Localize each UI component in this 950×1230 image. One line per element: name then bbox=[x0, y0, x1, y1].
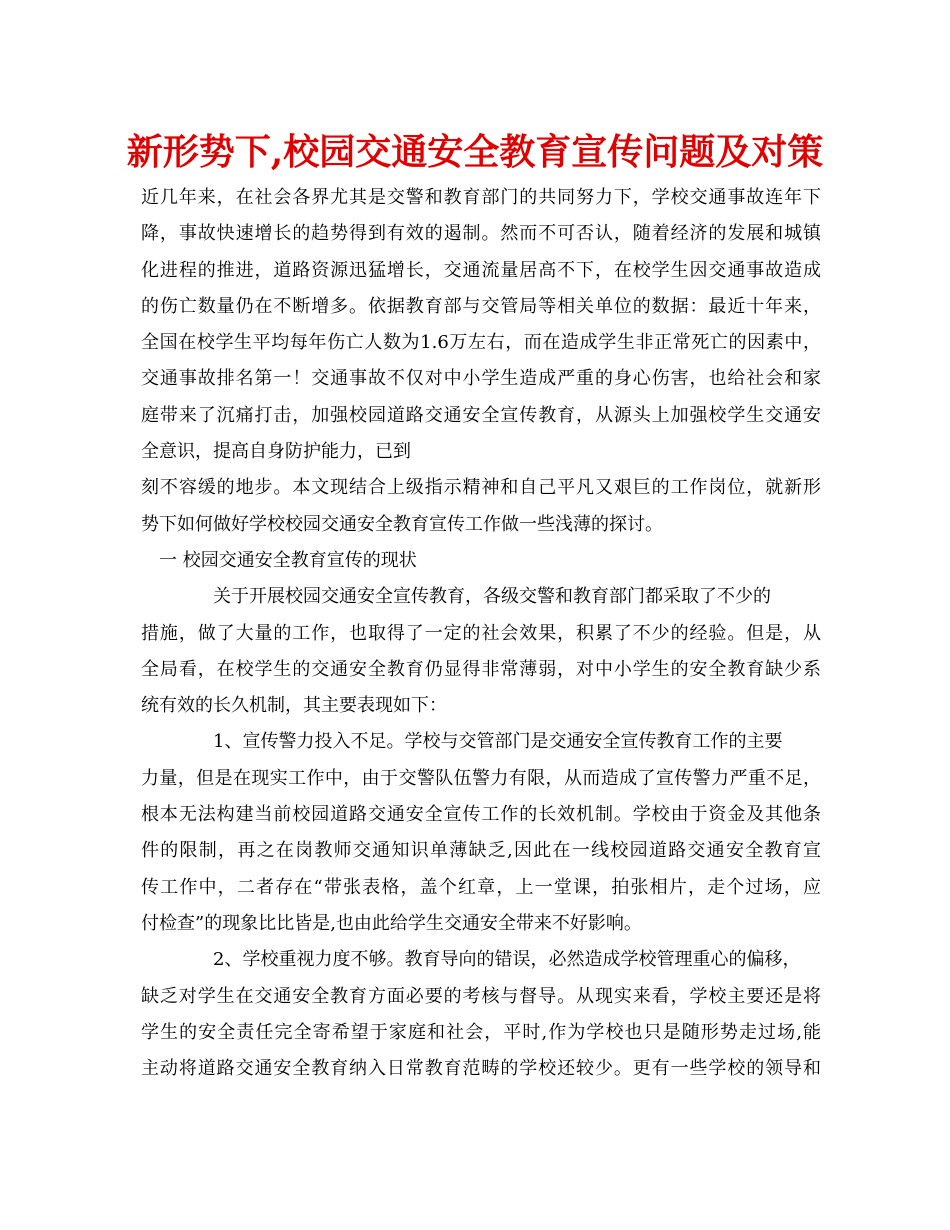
text-line: 2、学校重视力度不够。教育导向的错误，必然造成学校管理重心的偏移， bbox=[213, 949, 801, 971]
text-line: 全意识，提高自身防护能力，已到 bbox=[141, 441, 411, 463]
text-line: 降，事故快速增长的趋势得到有效的遏制。然而不可否认，随着经济的发展和城镇 bbox=[141, 223, 821, 245]
text-line: 学生的安全责任完全寄希望于家庭和社会，平时,作为学校也只是随形势走过场,能 bbox=[141, 1021, 821, 1043]
text-line: 化进程的推进，道路资源迅猛增长，交通流量居高不下，在校学生因交通事故造成 bbox=[141, 259, 821, 281]
text-line: 刻不容缓的地步。本文现结合上级指示精神和自己平凡又艰巨的工作岗位，就新形 bbox=[141, 477, 821, 499]
text-line: 主动将道路交通安全教育纳入日常教育范畴的学校还较少。更有一些学校的领导和 bbox=[141, 1058, 821, 1080]
text-line: 关于开展校园交通安全宣传教育，各级交警和教育部门都采取了不少的 bbox=[213, 586, 771, 608]
text-line: 庭带来了沉痛打击，加强校园道路交通安全宣传教育，从源头上加强校学生交通安 bbox=[141, 404, 821, 426]
document-title: 新形势下,校园交通安全教育宣传问题及对策 bbox=[126, 131, 824, 173]
text-line: 全国在校学生平均每年伤亡人数为1.6万左右，而在造成学生非正常死亡的因素中， bbox=[141, 332, 821, 354]
text-line: 力量，但是在现实工作中，由于交警队伍警力有限，从而造成了宣传警力严重不足， bbox=[141, 767, 821, 789]
text-line: 全局看，在校学生的交通安全教育仍显得非常薄弱，对中小学生的安全教育缺少系 bbox=[141, 658, 821, 680]
text-line: 付检查”的现象比比皆是,也由此给学生交通安全带来不好影响。 bbox=[141, 912, 642, 934]
text-line: 统有效的长久机制，其主要表现如下： bbox=[141, 695, 447, 717]
text-line: 势下如何做好学校校园交通安全教育宣传工作做一些浅薄的探讨。 bbox=[141, 513, 663, 535]
text-line: 根本无法构建当前校园道路交通安全宣传工作的长效机制。学校由于资金及其他条 bbox=[141, 804, 821, 826]
text-line: 措施，做了大量的工作，也取得了一定的社会效果，积累了不少的经验。但是，从 bbox=[141, 622, 821, 644]
text-line: 交通事故排名第一！交通事故不仅对中小学生造成严重的身心伤害，也给社会和家 bbox=[141, 368, 821, 390]
section-heading: 一 校园交通安全教育宣传的现状 bbox=[159, 549, 417, 571]
text-line: 件的限制，再之在岗教师交通知识单薄缺乏,因此在一线校园道路交通安全教育宣 bbox=[141, 840, 821, 862]
text-line: 传工作中，二者存在“带张表格，盖个红章，上一堂课，拍张相片，走个过场，应 bbox=[141, 876, 821, 898]
text-line: 1、宣传警力投入不足。学校与交管部门是交通安全宣传教育工作的主要 bbox=[213, 731, 783, 753]
document-body bbox=[141, 180, 821, 1087]
text-line: 的伤亡数量仍在不断增多。依据教育部与交管局等相关单位的数据：最近十年来， bbox=[141, 295, 821, 317]
text-line: 缺乏对学生在交通安全教育方面必要的考核与督导。从现实来看，学校主要还是将 bbox=[141, 985, 821, 1007]
text-line: 近几年来，在社会各界尤其是交警和教育部门的共同努力下，学校交通事故连年下 bbox=[141, 187, 821, 208]
